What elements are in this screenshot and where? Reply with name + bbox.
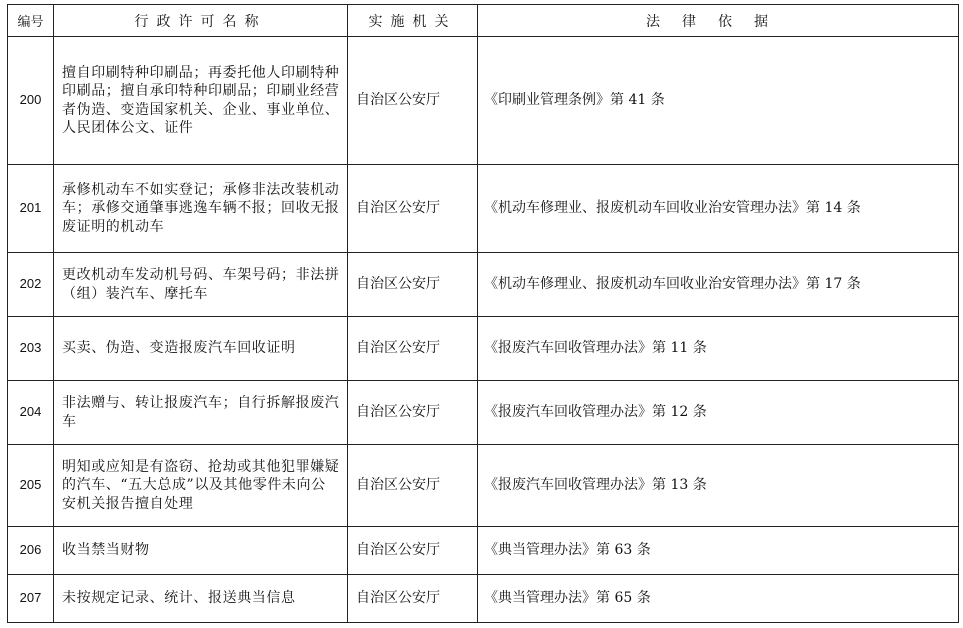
row-name: 更改机动车发动机号码、车架号码；非法拼（组）装汽车、摩托车 [54, 253, 348, 317]
table-row [8, 445, 959, 527]
table-header-row [8, 5, 959, 37]
row-basis: 《机动车修理业、报废机动车回收业治安管理办法》第 14 条 [478, 165, 959, 253]
row-basis: 《报废汽车回收管理办法》第 13 条 [478, 445, 959, 527]
row-name: 擅自印刷特种印刷品；再委托他人印刷特种印刷品；擅自承印特种印刷品；印刷业经营者伪造、变造国家机关、企业、事业单位、人民团体公文、证件 [54, 37, 348, 165]
row-basis: 《报废汽车回收管理办法》第 12 条 [478, 381, 959, 445]
header-agency: 实施机关 [348, 5, 478, 37]
row-number: 201 [8, 165, 54, 253]
permit-table [7, 4, 959, 623]
table-row [8, 253, 959, 317]
header-name: 行政许可名称 [54, 5, 348, 37]
header-number: 编号 [8, 5, 54, 37]
header-basis: 法律依据 [478, 5, 959, 37]
row-number: 207 [8, 575, 54, 623]
table-row [8, 165, 959, 253]
row-agency: 自治区公安厅 [348, 253, 478, 317]
table-row [8, 575, 959, 623]
table-row [8, 381, 959, 445]
row-name: 未按规定记录、统计、报送典当信息 [54, 575, 348, 623]
row-agency: 自治区公安厅 [348, 37, 478, 165]
row-basis: 《典当管理办法》第 65 条 [478, 575, 959, 623]
row-basis: 《典当管理办法》第 63 条 [478, 527, 959, 575]
row-basis: 《机动车修理业、报废机动车回收业治安管理办法》第 17 条 [478, 253, 959, 317]
row-agency: 自治区公安厅 [348, 381, 478, 445]
row-agency: 自治区公安厅 [348, 317, 478, 381]
row-basis: 《印刷业管理条例》第 41 条 [478, 37, 959, 165]
row-name: 承修机动车不如实登记；承修非法改装机动车；承修交通肇事逃逸车辆不报；回收无报废证明的机动车 [54, 165, 348, 253]
row-name: 非法赠与、转让报废汽车；自行拆解报废汽车 [54, 381, 348, 445]
row-number: 205 [8, 445, 54, 527]
row-number: 204 [8, 381, 54, 445]
row-name: 明知或应知是有盗窃、抢劫或其他犯罪嫌疑的汽车、“五大总成”以及其他零件未向公安机关报告擅自处理 [54, 445, 348, 527]
row-number: 203 [8, 317, 54, 381]
row-agency: 自治区公安厅 [348, 527, 478, 575]
row-agency: 自治区公安厅 [348, 165, 478, 253]
table-row [8, 37, 959, 165]
table-row [8, 317, 959, 381]
row-basis: 《报废汽车回收管理办法》第 11 条 [478, 317, 959, 381]
row-agency: 自治区公安厅 [348, 445, 478, 527]
row-number: 206 [8, 527, 54, 575]
row-name: 收当禁当财物 [54, 527, 348, 575]
row-number: 202 [8, 253, 54, 317]
row-agency: 自治区公安厅 [348, 575, 478, 623]
row-number: 200 [8, 37, 54, 165]
table-row [8, 527, 959, 575]
row-name: 买卖、伪造、变造报废汽车回收证明 [54, 317, 348, 381]
